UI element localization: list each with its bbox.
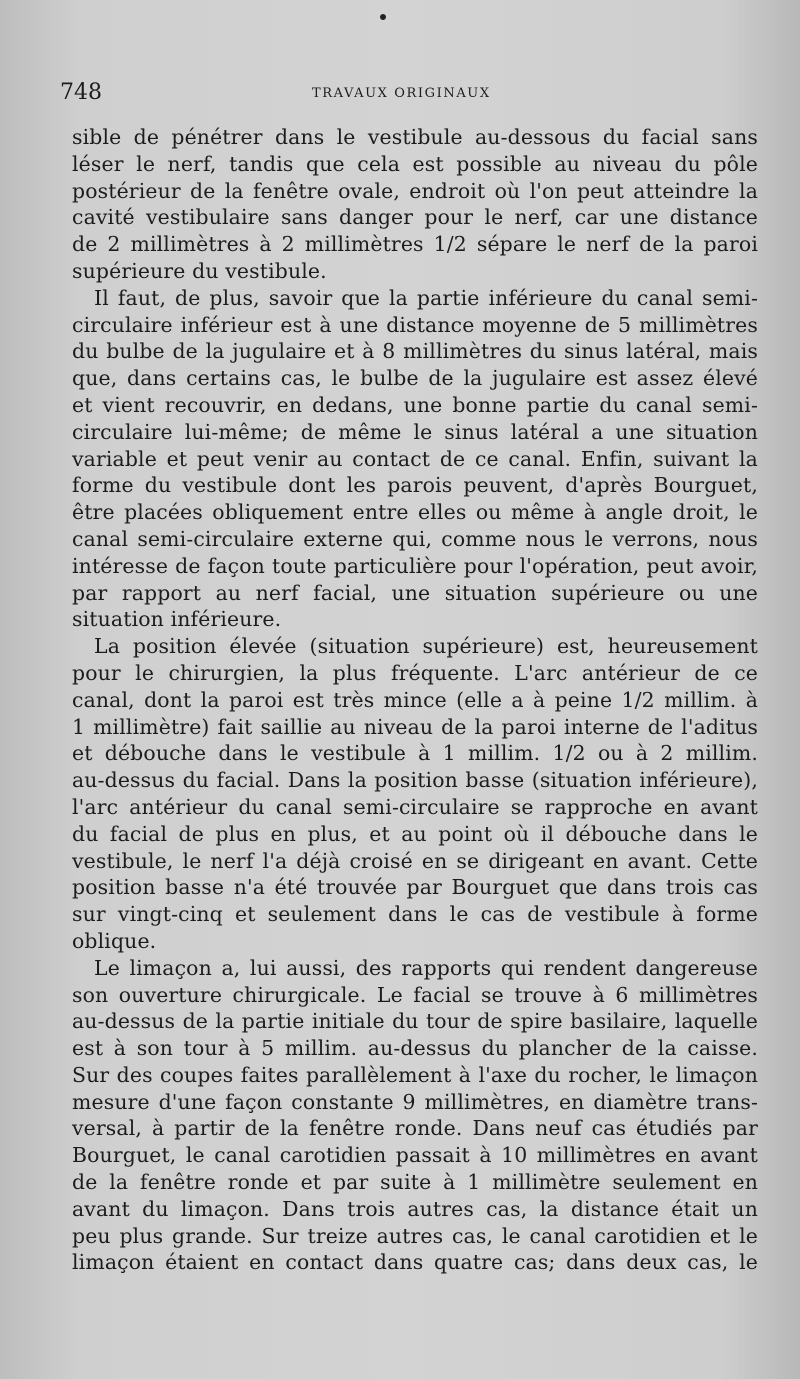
text-line: variable et peut venir au contact de ce canal. Enfin, suivant la [72,446,758,471]
text-line: versal, à partir de la fenêtre ronde. Dans neuf cas étudiés par [72,1116,758,1141]
text-line: situation inférieure. [72,607,282,632]
text-line: vestibule, le nerf l'a déjà croisé en se dirigeant en avant. Cette [72,848,758,873]
text-line: être placées obliquement entre elles ou même à angle droit, le [72,500,758,525]
text-line: intéresse de façon toute particulière pour l'opération, peut avoir, [72,553,758,578]
text-line: La position élevée (situation supérieure) est, heureusement [94,634,758,659]
text-line: son ouverture chirurgicale. Le facial se trouve à 6 millimètres [72,982,758,1007]
text-line: de la fenêtre ronde et par suite à 1 millimètre seulement en [72,1170,758,1195]
text-line: est à son tour à 5 millim. au-dessus du plancher de la caisse. [72,1036,758,1061]
text-line: par rapport au nerf facial, une situation supérieure ou une [72,580,758,605]
ink-speck [380,14,386,20]
text-line: oblique. [72,928,157,953]
text-line: circulaire lui-même; de même le sinus latéral a une situation [72,419,758,444]
text-line: limaçon étaient en contact dans quatre cas; dans deux cas, le [72,1250,758,1275]
text-line: l'arc antérieur du canal semi-circulaire se rapproche en avant [72,794,758,819]
paragraph [72,285,758,633]
text-line: Il faut, de plus, savoir que la partie inférieure du canal semi- [94,285,758,310]
text-line: avant du limaçon. Dans trois autres cas, la distance était un [72,1196,758,1221]
text-line: que, dans certains cas, le bulbe de la jugulaire est assez élevé [72,366,758,391]
text-line: supérieure du vestibule. [72,258,327,283]
text-line: sible de pénétrer dans le vestibule au-dessous du facial sans [72,125,758,149]
text-line: Bourguet, le canal carotidien passait à 10 millimètres en avant [72,1143,758,1168]
paragraph [72,124,758,285]
text-line: et vient recouvrir, en dedans, une bonne partie du canal semi- [72,392,758,417]
text-line: léser le nerf, tandis que cela est possible au niveau du pôle [72,151,758,176]
text-line: Le limaçon a, lui aussi, des rapports qui rendent dangereuse [94,955,758,980]
text-line: mesure d'une façon constante 9 millimètres, en diamètre trans- [72,1089,758,1114]
text-line: cavité vestibulaire sans danger pour le nerf, car une distance [72,205,758,230]
body-text [72,124,758,1276]
text-line: et débouche dans le vestibule à 1 millim. 1/2 ou à 2 millim. [72,741,758,766]
text-line: pour le chirurgien, la plus fréquente. L'arc antérieur de ce [72,660,758,685]
running-head [60,78,750,114]
text-line: circulaire inférieur est à une distance moyenne de 5 millimètres [72,312,758,337]
text-line: canal semi-circulaire externe qui, comme nous le verrons, nous [72,526,758,551]
text-line: au-dessus du facial. Dans la position basse (situation inférieure), [72,768,758,793]
text-line: du facial de plus en plus, et au point où il débouche dans le [72,821,758,846]
text-line: peu plus grande. Sur treize autres cas, le canal carotidien et le [72,1223,758,1248]
text-line: sur vingt-cinq et seulement dans le cas de vestibule à forme [72,902,758,927]
paragraph [72,955,758,1277]
text-line: Sur des coupes faites parallèlement à l'axe du rocher, le limaçon [72,1062,758,1087]
running-title: TRAVAUX ORIGINAUX [312,86,491,101]
text-line: canal, dont la paroi est très mince (elle a à peine 1/2 millim. à [72,687,758,712]
text-line: au-dessus de la partie initiale du tour de spire basilaire, laquelle [72,1009,758,1034]
text-line: 1 millimètre) fait saillie au niveau de la paroi interne de l'aditus [72,714,758,739]
page-number: 748 [60,80,102,105]
paragraph [72,633,758,955]
text-line: de 2 millimètres à 2 millimètres 1/2 sépare le nerf de la paroi [72,232,758,257]
text-line: postérieur de la fenêtre ovale, endroit où l'on peut atteindre la [72,178,758,203]
text-line: position basse n'a été trouvée par Bourguet que dans trois cas [72,875,758,900]
text-line: du bulbe de la jugulaire et à 8 millimètres du sinus latéral, mais [72,339,758,364]
text-line: forme du vestibule dont les parois peuvent, d'après Bourguet, [72,473,758,498]
